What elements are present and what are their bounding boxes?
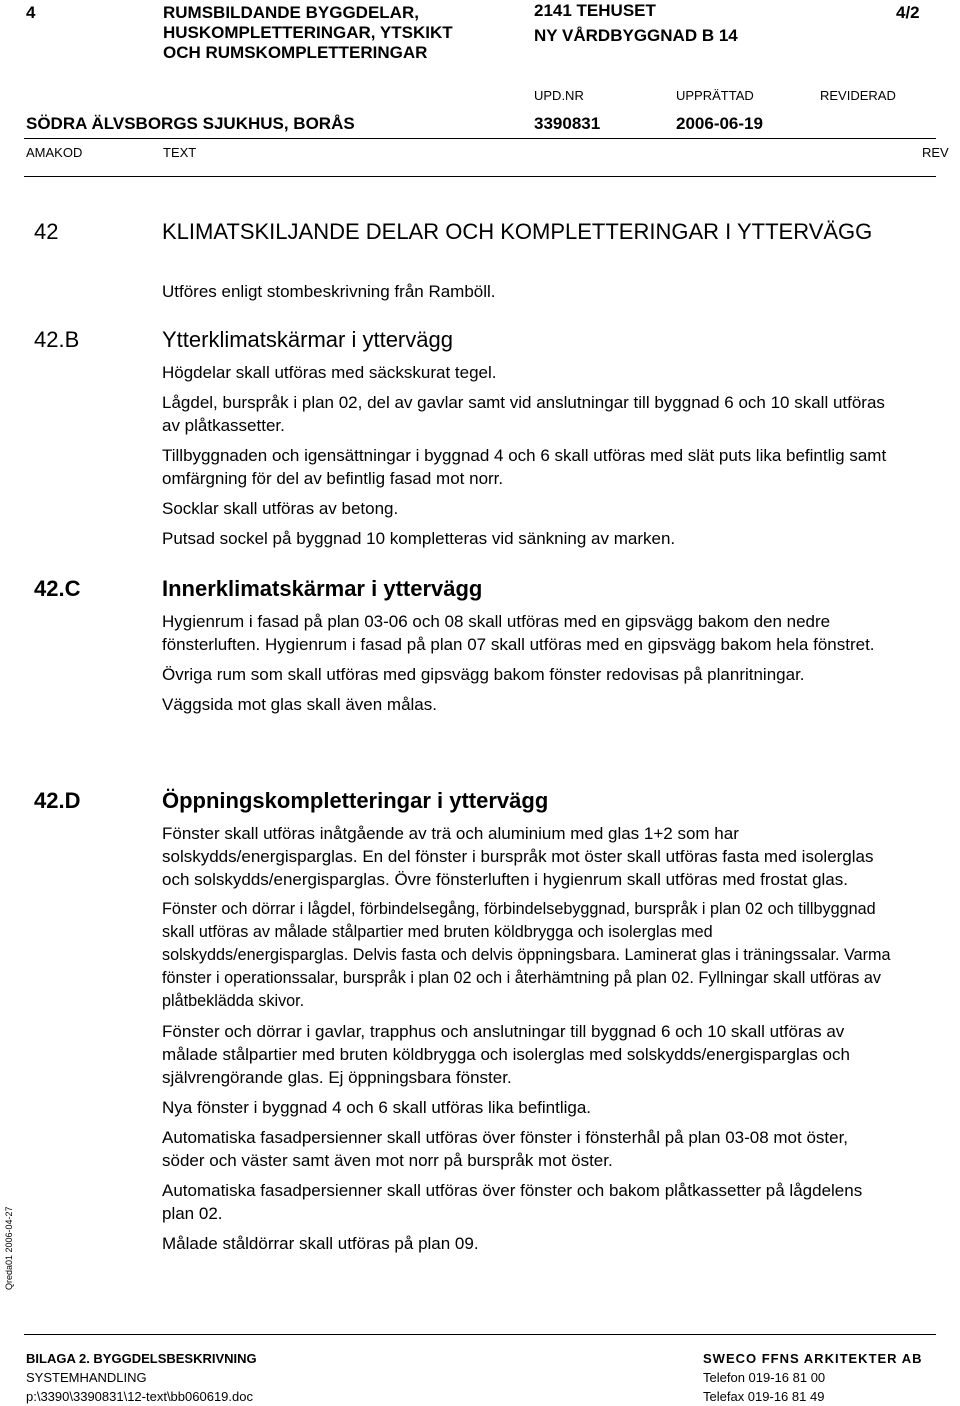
section-42b	[34, 327, 914, 557]
paragraph: Väggsida mot glas skall även målas.	[162, 695, 437, 714]
section-body	[162, 610, 892, 723]
paragraph: Högdelar skall utföras med säckskurat tegel.	[162, 363, 497, 382]
doc-code: 2141 TEHUSET	[534, 1, 656, 20]
paragraph: Automatiska fasadpersienner skall utföras över fönster och bakom plåtkassetter på lågdelens plan 02.	[162, 1181, 863, 1223]
paragraph: Lågdel, burspråk i plan 02, del av gavlar samt vid anslutningar till byggnad 6 och 10 skall utföras av plåtkassetter.	[162, 393, 885, 435]
header-bottom-rule	[24, 176, 936, 177]
paragraph: Fönster och dörrar i lågdel, förbindelsegång, förbindelsebyggnad, burspråk i plan 02 och tillbyggnad skall utföras av målade stålpartier med bruten köldbrygga och isolerglas med solskydds/energisparglas. Delvis fasta och delvis öppningsbara. Laminerat glas i träningssalar. Varma fönster i operationssalar, burspråk i plan 02 och i återhämtning på plan 02. Fyllningar skall utföras av plåtbeklädda skivor.	[162, 900, 891, 1010]
col-reviderad: REVIDERAD	[820, 88, 896, 103]
paragraph: Putsad sockel på byggnad 10 kompletteras vid sänkning av marken.	[162, 529, 676, 548]
section-42c	[34, 576, 914, 776]
col-rev: REV	[922, 145, 949, 160]
col-text: TEXT	[163, 145, 197, 160]
section-42d	[34, 788, 914, 1318]
paragraph: Hygienrum i fasad på plan 03-06 och 08 skall utföras med en gipsvägg bakom den nedre fönsterluften. Hygienrum i fasad på plan 07 skall utföras med en gipsvägg bakom hela fönstret.	[162, 612, 875, 654]
header-divider	[24, 138, 936, 139]
paragraph: Nya fönster i byggnad 4 och 6 skall utföras lika befintliga.	[162, 1098, 592, 1117]
section-body	[162, 280, 892, 310]
section-number: 42.C	[34, 576, 81, 601]
section-number: 42	[34, 219, 59, 244]
footer-file-path: p:\3390\3390831\12-text\bb060619.doc	[26, 1389, 253, 1404]
section-title: Innerklimatskärmar i yttervägg	[162, 576, 483, 601]
chapter-title-line-3: OCH RUMSKOMPLETTERINGAR	[163, 43, 428, 62]
project-name: NY VÅRDBYGGNAD B 14	[534, 26, 738, 45]
paragraph: Automatiska fasadpersienner skall utföras över fönster i fönsterhål på plan 03-08 mot öster, söder och väster samt även mot norr på burspråk mot öster.	[162, 1128, 849, 1170]
hospital-name: SÖDRA ÄLVSBORGS SJUKHUS, BORÅS	[26, 114, 355, 133]
paragraph: Målade ståldörrar skall utföras på plan 09.	[162, 1234, 479, 1253]
section-body	[162, 822, 892, 1262]
upd-nr-value: 3390831	[534, 114, 601, 133]
chapter-title-line-2: HUSKOMPLETTERINGAR, YTSKIKT	[163, 23, 453, 42]
col-upd-nr: UPD.NR	[534, 88, 584, 103]
paragraph: Fönster skall utföras inåtgående av trä och aluminium med glas 1+2 som har solskydds/energisparglas. En del fönster i burspråk mot öster skall utföras fasta med isolerglas och solskydds/energisparglas. Övre fönsterluften i hygienrum skall utföras med frostat glas.	[162, 824, 874, 889]
footer-divider	[24, 1334, 936, 1335]
section-title: Öppningskompletteringar i yttervägg	[162, 788, 549, 813]
chapter-title-line-1: RUMSBILDANDE BYGGDELAR,	[163, 3, 419, 22]
section-title: Ytterklimatskärmar i yttervägg	[162, 327, 453, 352]
chapter-number: 4	[26, 3, 36, 22]
paragraph: Tillbyggnaden och igensättningar i byggnad 4 och 6 skall utföras med slät puts lika befintlig samt omfärgning för del av befintlig fasad mot norr.	[162, 446, 887, 488]
footer-bilaga: BILAGA 2. BYGGDELSBESKRIVNING	[26, 1351, 257, 1366]
footer-company: SWECO FFNS ARKITEKTER AB	[703, 1351, 923, 1366]
upprattad-date: 2006-06-19	[676, 114, 763, 133]
section-number: 42.D	[34, 788, 81, 813]
paragraph: Socklar skall utföras av betong.	[162, 499, 399, 518]
col-amakod: AMAKOD	[26, 145, 83, 160]
section-body	[162, 361, 892, 557]
section-title: KLIMATSKILJANDE DELAR OCH KOMPLETTERINGAR I YTTERVÄGG	[162, 219, 873, 244]
footer-telefon: Telefon 019-16 81 00	[703, 1370, 826, 1385]
page-number: 4/2	[896, 3, 920, 22]
section-number: 42.B	[34, 327, 80, 352]
col-upprattad: UPPRÄTTAD	[676, 88, 754, 103]
footer-systemhandling: SYSTEMHANDLING	[26, 1370, 147, 1385]
paragraph: Övriga rum som skall utföras med gipsvägg bakom fönster redovisas på planritningar.	[162, 665, 805, 684]
paragraph: Fönster och dörrar i gavlar, trapphus och anslutningar till byggnad 6 och 10 skall utföras av målade stålpartier med bruten köldbrygga och isolerglas med solskydds/energisparglas och självrengörande glas. Ej öppningsbara fönster.	[162, 1022, 850, 1087]
section-42	[34, 219, 914, 309]
side-stamp: Qreda01 2006-04-27	[4, 1206, 14, 1290]
footer-telefax: Telefax 019-16 81 49	[703, 1389, 825, 1404]
paragraph: Utföres enligt stombeskrivning från Ramböll.	[162, 282, 496, 301]
